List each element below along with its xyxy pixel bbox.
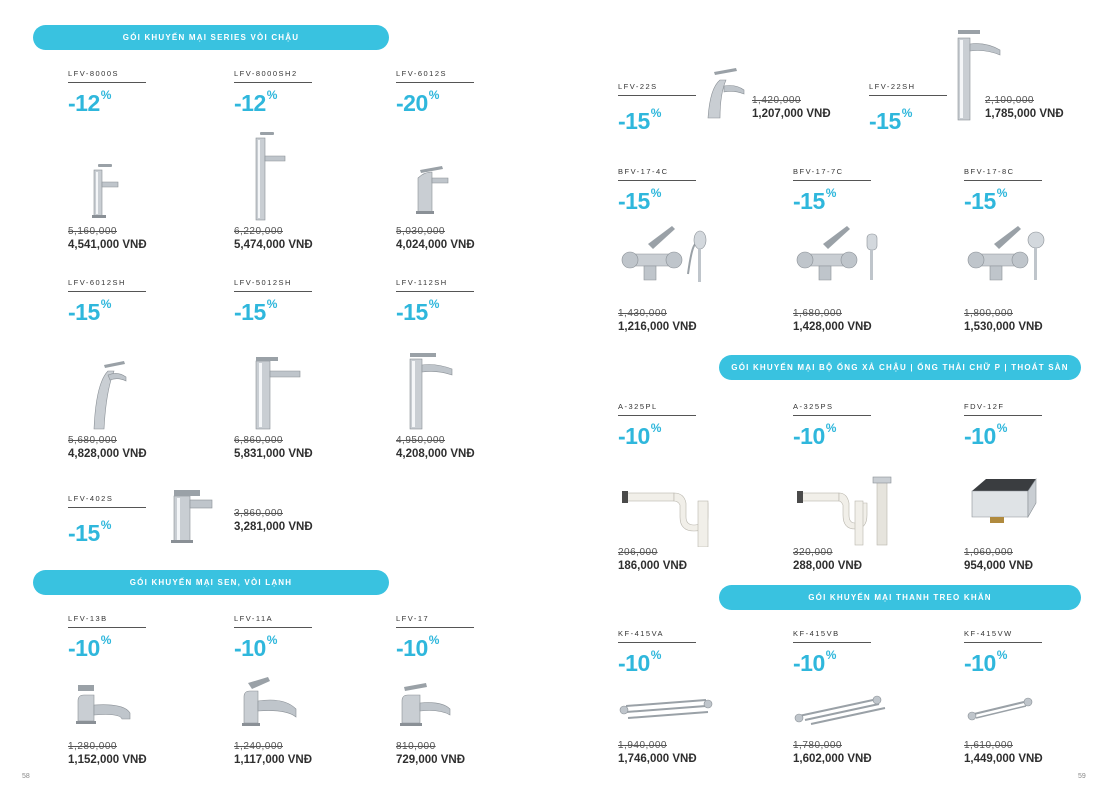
discount: -15 % bbox=[793, 186, 837, 214]
discount: -15 % bbox=[869, 106, 913, 134]
product-code: LFV-8000S bbox=[68, 69, 146, 83]
discount: -15 % bbox=[68, 518, 112, 546]
old-price: 320,000 bbox=[793, 547, 833, 558]
product-code: LFV-11A bbox=[234, 614, 312, 628]
old-price: 5,680,000 bbox=[68, 435, 117, 446]
new-price: 4,024,000 VNĐ bbox=[396, 239, 475, 251]
page-number: 58 bbox=[22, 773, 30, 780]
shower-tap-banner: GÓI KHUYẾN MẠI SEN, VÒI LẠNH bbox=[33, 570, 389, 595]
discount: -15 % bbox=[964, 186, 1008, 214]
product-code: LFV-402S bbox=[68, 494, 146, 508]
bath-mixer-icon bbox=[793, 214, 943, 308]
cold-tap-icon bbox=[234, 661, 384, 741]
product-code: BFV-17-7C bbox=[793, 167, 871, 181]
p-trap-icon bbox=[618, 449, 768, 547]
old-price: 6,860,000 bbox=[234, 435, 283, 446]
old-price: 1,280,000 bbox=[68, 741, 117, 752]
product-code: KF-415VA bbox=[618, 629, 696, 643]
product-code: KF-415VW bbox=[964, 629, 1042, 643]
discount: -10 % bbox=[234, 633, 278, 661]
old-price: 1,680,000 bbox=[793, 308, 842, 319]
new-price: 4,828,000 VNĐ bbox=[68, 448, 147, 460]
product-card bbox=[396, 614, 546, 766]
old-price: 1,940,000 bbox=[618, 740, 667, 751]
towel-rack-banner: GÓI KHUYẾN MẠI THANH TREO KHĂN bbox=[719, 585, 1081, 610]
discount: -15 % bbox=[618, 106, 662, 134]
new-price: 1,428,000 VNĐ bbox=[793, 321, 872, 333]
page-number: 59 bbox=[1078, 773, 1086, 780]
discount: -10 % bbox=[68, 633, 112, 661]
discount: -10 % bbox=[396, 633, 440, 661]
new-price: 1,216,000 VNĐ bbox=[618, 321, 697, 333]
product-code: LFV-112SH bbox=[396, 278, 474, 292]
product-card bbox=[68, 69, 218, 251]
discount: -10 % bbox=[964, 421, 1008, 449]
new-price: 1,117,000 VNĐ bbox=[234, 754, 313, 766]
product-code: LFV-22S bbox=[618, 82, 696, 96]
drain-set-banner: GÓI KHUYẾN MẠI BỘ ỐNG XẢ CHẬU | ỐNG THẢI CHỮ P | THOÁT SÀN bbox=[719, 355, 1081, 380]
product-card bbox=[618, 167, 768, 333]
new-price: 1,746,000 VNĐ bbox=[618, 753, 697, 765]
new-price: 4,208,000 VNĐ bbox=[396, 448, 475, 460]
product-card bbox=[793, 167, 943, 333]
new-price: 954,000 VNĐ bbox=[964, 560, 1034, 572]
discount: -10 % bbox=[618, 421, 662, 449]
discount: -15 % bbox=[234, 297, 278, 325]
old-price: 1,430,000 bbox=[618, 308, 667, 319]
product-code: LFV-8000SH2 bbox=[234, 69, 312, 83]
product-card bbox=[234, 69, 384, 251]
new-price: 1,785,000 VNĐ bbox=[985, 108, 1064, 120]
p-trap-icon bbox=[793, 449, 943, 547]
old-price: 1,780,000 bbox=[793, 740, 842, 751]
old-price: 1,800,000 bbox=[964, 308, 1013, 319]
product-card bbox=[68, 614, 218, 766]
product-card bbox=[964, 402, 1108, 572]
product-card bbox=[618, 629, 768, 765]
discount: -15 % bbox=[618, 186, 662, 214]
product-code: FDV-12F bbox=[964, 402, 1042, 416]
old-price: 3,860,000 bbox=[234, 508, 283, 519]
product-code: LFV-5012SH bbox=[234, 278, 312, 292]
new-price: 288,000 VNĐ bbox=[793, 560, 863, 572]
discount: -12 % bbox=[68, 88, 112, 116]
product-code: A-325PS bbox=[793, 402, 871, 416]
discount: -15 % bbox=[396, 297, 440, 325]
floor-drain-icon bbox=[964, 449, 1108, 547]
product-card bbox=[234, 278, 384, 460]
tall-faucet-icon bbox=[396, 325, 546, 435]
old-price: 1,240,000 bbox=[234, 741, 283, 752]
tall-faucet-icon bbox=[234, 116, 384, 226]
new-price: 729,000 VNĐ bbox=[396, 754, 466, 766]
product-card bbox=[618, 402, 768, 572]
discount: -10 % bbox=[618, 648, 662, 676]
bath-mixer-icon bbox=[964, 214, 1108, 308]
new-price: 186,000 VNĐ bbox=[618, 560, 688, 572]
product-code: LFV-17 bbox=[396, 614, 474, 628]
towel-shelf-icon bbox=[618, 676, 768, 740]
price-block bbox=[752, 95, 831, 120]
old-price: 1,610,000 bbox=[964, 740, 1013, 751]
product-code: LFV-22SH bbox=[869, 82, 947, 96]
short-faucet-icon bbox=[396, 116, 546, 226]
cold-tap-icon bbox=[68, 661, 218, 741]
new-price: 1,602,000 VNĐ bbox=[793, 753, 872, 765]
discount: -12 % bbox=[234, 88, 278, 116]
product-card bbox=[396, 69, 546, 251]
new-price: 1,207,000 VNĐ bbox=[752, 108, 831, 120]
product-code: LFV-6012SH bbox=[68, 278, 146, 292]
old-price: 1,420,000 bbox=[752, 95, 801, 106]
old-price: 206,000 bbox=[618, 547, 658, 558]
discount: -15 % bbox=[68, 297, 112, 325]
new-price: 1,530,000 VNĐ bbox=[964, 321, 1043, 333]
product-card bbox=[793, 629, 943, 765]
price-block bbox=[985, 95, 1064, 120]
old-price: 6,220,000 bbox=[234, 226, 283, 237]
product-code: LFV-13B bbox=[68, 614, 146, 628]
bath-mixer-icon bbox=[618, 214, 768, 308]
new-price: 3,281,000 VNĐ bbox=[234, 521, 313, 533]
product-card bbox=[396, 278, 546, 460]
discount: -20 % bbox=[396, 88, 440, 116]
short-faucet-icon bbox=[68, 116, 218, 226]
cold-tap-icon bbox=[396, 661, 546, 741]
square-faucet-icon bbox=[168, 486, 218, 551]
product-card bbox=[234, 614, 384, 766]
old-price: 4,950,000 bbox=[396, 435, 445, 446]
towel-bar-icon bbox=[964, 676, 1108, 740]
old-price: 1,060,000 bbox=[964, 547, 1013, 558]
product-card bbox=[964, 629, 1108, 765]
discount: -10 % bbox=[793, 648, 837, 676]
right-page bbox=[554, 0, 1108, 800]
product-card bbox=[68, 278, 218, 460]
new-price: 5,831,000 VNĐ bbox=[234, 448, 313, 460]
faucet-series-banner: GÓI KHUYẾN MẠI SERIES VÒI CHẬU bbox=[33, 25, 389, 50]
new-price: 1,152,000 VNĐ bbox=[68, 754, 147, 766]
towel-shelf-icon bbox=[793, 676, 943, 740]
tall-faucet-icon bbox=[68, 325, 218, 435]
new-price: 5,474,000 VNĐ bbox=[234, 239, 313, 251]
product-code: A-325PL bbox=[618, 402, 696, 416]
old-price: 810,000 bbox=[396, 741, 436, 752]
product-code: BFV-17-4C bbox=[618, 167, 696, 181]
short-faucet-icon bbox=[704, 62, 748, 125]
discount: -10 % bbox=[964, 648, 1008, 676]
tall-faucet-icon bbox=[234, 325, 384, 435]
price-block bbox=[234, 508, 313, 533]
new-price: 1,449,000 VNĐ bbox=[964, 753, 1043, 765]
discount: -10 % bbox=[793, 421, 837, 449]
old-price: 2,100,000 bbox=[985, 95, 1034, 106]
old-price: 5,030,000 bbox=[396, 226, 445, 237]
product-code: KF-415VB bbox=[793, 629, 871, 643]
old-price: 5,160,000 bbox=[68, 226, 117, 237]
product-card bbox=[964, 167, 1108, 333]
new-price: 4,541,000 VNĐ bbox=[68, 239, 147, 251]
product-card bbox=[793, 402, 943, 572]
product-code: LFV-6012S bbox=[396, 69, 474, 83]
product-code: BFV-17-8C bbox=[964, 167, 1042, 181]
